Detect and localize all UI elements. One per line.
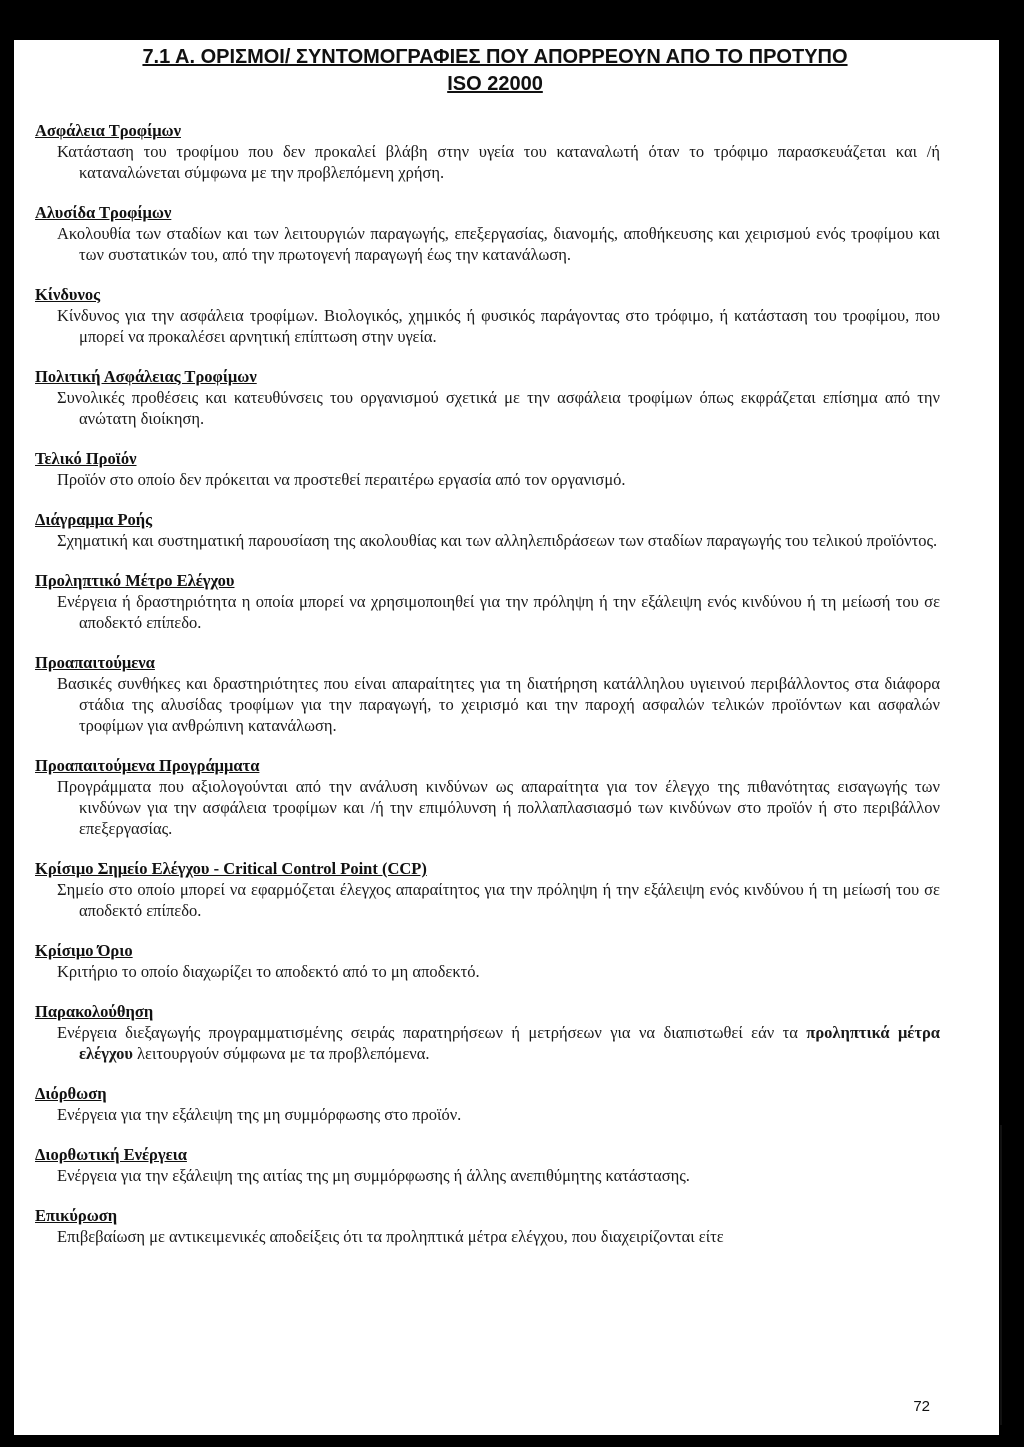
term-definition: Ενέργεια ή δραστηριότητα η οποία μπορεί να χρησιμοποιηθεί για την πρόληψη ή την εξάλειψη ενός κινδύνου ή τη μείωσή του σε αποδεκτό επίπεδο. [57, 592, 940, 632]
definition-correction [35, 1083, 940, 1125]
term-definition: Ενέργεια για την εξάλειψη της μη συμμόρφωσης στο προϊόν. [57, 1105, 462, 1124]
term-title: Διάγραμμα Ροής [35, 510, 153, 529]
term-definition: Ακολουθία των σταδίων και των λειτουργιών παραγωγής, επεξεργασίας, διανομής, αποθήκευσης και χειρισμού ενός τροφίμου και των συστατικών του, από την πρωτογενή παραγωγή έως την κατανάλωση. [57, 224, 940, 264]
term-definition: Προγράμματα που αξιολογούνται από την ανάλυση κινδύνων ως απαραίτητα για τον έλεγχο της πιθανότητας εισαγωγής των κινδύνων για την ασφάλεια τροφίμων και /ή την επιμόλυνση ή πολλαπλασιασμό των κινδύνων στο προϊόν ή στο περιβάλλον επεξεργασίας. [57, 777, 940, 838]
term-definition: Κίνδυνος για την ασφάλεια τροφίμων. Βιολογικός, χημικός ή φυσικός παράγοντας στο τρόφιμο, ή κατάσταση του τροφίμου, που μπορεί να προκαλέσει αρνητική επίπτωση στην υγεία. [57, 306, 940, 346]
term-definition [57, 1022, 940, 1064]
heading-line-1: 7.1 Α. ΟΡΙΣΜΟΙ/ ΣΥΝΤΟΜΟΓΡΑΦΙΕΣ ΠΟΥ ΑΠΟΡΡΕΟΥΝ ΑΠΟ ΤΟ ΠΡΟΤΥΠΟ [142, 46, 848, 68]
definition-hazard [35, 284, 940, 347]
definition-end-product [35, 448, 940, 490]
term-title: Προληπτικό Μέτρο Ελέγχου [35, 571, 235, 590]
term-title: Διόρθωση [35, 1084, 107, 1103]
term-title: Ασφάλεια Τροφίμων [35, 121, 181, 140]
term-definition: Βασικές συνθήκες και δραστηριότητες που είναι απαραίτητες για τη διατήρηση κατάλληλου υγιεινού περιβάλλοντος στα διάφορα στάδια της αλυσίδας τροφίμων για την παραγωγή, το χειρισμό και την παροχή ασφαλών τελικών προϊόντων και ασφαλών τροφίμων για ανθρώπινη κατανάλωση. [57, 674, 940, 735]
term-definition: Σημείο στο οποίο μπορεί να εφαρμόζεται έλεγχος απαραίτητος για την πρόληψη ή την εξάλειψη ενός κινδύνου ή τη μείωσή του σε αποδεκτό επίπεδο. [57, 880, 940, 920]
definition-text-a: Ενέργεια διεξαγωγής προγραμματισμένης σειράς παρατηρήσεων ή μετρήσεων για να διαπιστωθεί εάν τα [57, 1023, 807, 1042]
term-title: Κρίσιμο Σημείο Ελέγχου - Critical Control Point (CCP) [35, 859, 427, 878]
term-title: Προαπαιτούμενα [35, 653, 155, 672]
term-definition: Προϊόν στο οποίο δεν πρόκειται να προστεθεί περαιτέρω εργασία από τον οργανισμό. [57, 470, 626, 489]
definition-text-c: λειτουργούν σύμφωνα με τα προβλεπόμενα. [132, 1044, 430, 1063]
term-title: Κίνδυνος [35, 285, 101, 304]
term-definition: Συνολικές προθέσεις και κατευθύνσεις του οργανισμού σχετικά με την ασφάλεια τροφίμων όπως εκφράζεται επίσημα από την ανώτατη διοίκηση. [57, 388, 940, 428]
definition-critical-limit [35, 940, 940, 982]
definition-control-measure [35, 570, 940, 633]
definitions-list [35, 120, 940, 1266]
heading-line-2: ISO 22000 [447, 73, 543, 95]
definition-flow-diagram [35, 509, 940, 551]
definition-food-safety-policy [35, 366, 940, 429]
term-definition: Ενέργεια για την εξάλειψη της αιτίας της μη συμμόρφωσης ή άλλης ανεπιθύμητης κατάστασης. [57, 1166, 690, 1185]
term-title: Τελικό Προϊόν [35, 449, 137, 468]
definition-food-chain [35, 202, 940, 265]
term-title: Κρίσιμο Όριο [35, 941, 133, 960]
term-title: Αλυσίδα Τροφίμων [35, 203, 172, 222]
term-title: Προαπαιτούμενα Προγράμματα [35, 756, 260, 775]
term-definition: Επιβεβαίωση με αντικειμενικές αποδείξεις ότι τα προληπτικά μέτρα ελέγχου, που διαχειρίζονται είτε [57, 1227, 724, 1246]
term-title: Επικύρωση [35, 1206, 118, 1225]
term-definition: Κριτήριο το οποίο διαχωρίζει το αποδεκτό από το μη αποδεκτό. [57, 962, 480, 981]
definition-ccp [35, 858, 940, 921]
definition-monitoring [35, 1001, 940, 1064]
definition-prerequisite-programs [35, 755, 940, 839]
page-number: 72 [913, 1398, 930, 1415]
definition-corrective-action [35, 1144, 940, 1186]
definition-validation [35, 1205, 940, 1247]
term-title: Παρακολούθηση [35, 1002, 154, 1021]
term-title: Διορθωτική Ενέργεια [35, 1145, 187, 1164]
margin-rule [1000, 1125, 1002, 1425]
term-definition: Σχηματική και συστηματική παρουσίαση της ακολουθίας και των αλληλεπιδράσεων των σταδίων παραγωγής του τελικού προϊόντος. [57, 531, 938, 550]
definition-food-safety [35, 120, 940, 183]
term-title: Πολιτική Ασφάλειας Τροφίμων [35, 367, 257, 386]
section-heading [35, 44, 955, 98]
definition-bold-phrase: προληπτικά μέτρα ελέγχου [79, 1023, 940, 1063]
term-definition: Κατάσταση του τροφίμου που δεν προκαλεί βλάβη στην υγεία του καταναλωτή όταν το τρόφιμο παρασκευάζεται και /ή καταναλώνεται σύμφωνα με την προβλεπόμενη χρήση. [57, 142, 940, 182]
definition-prerequisites [35, 652, 940, 736]
